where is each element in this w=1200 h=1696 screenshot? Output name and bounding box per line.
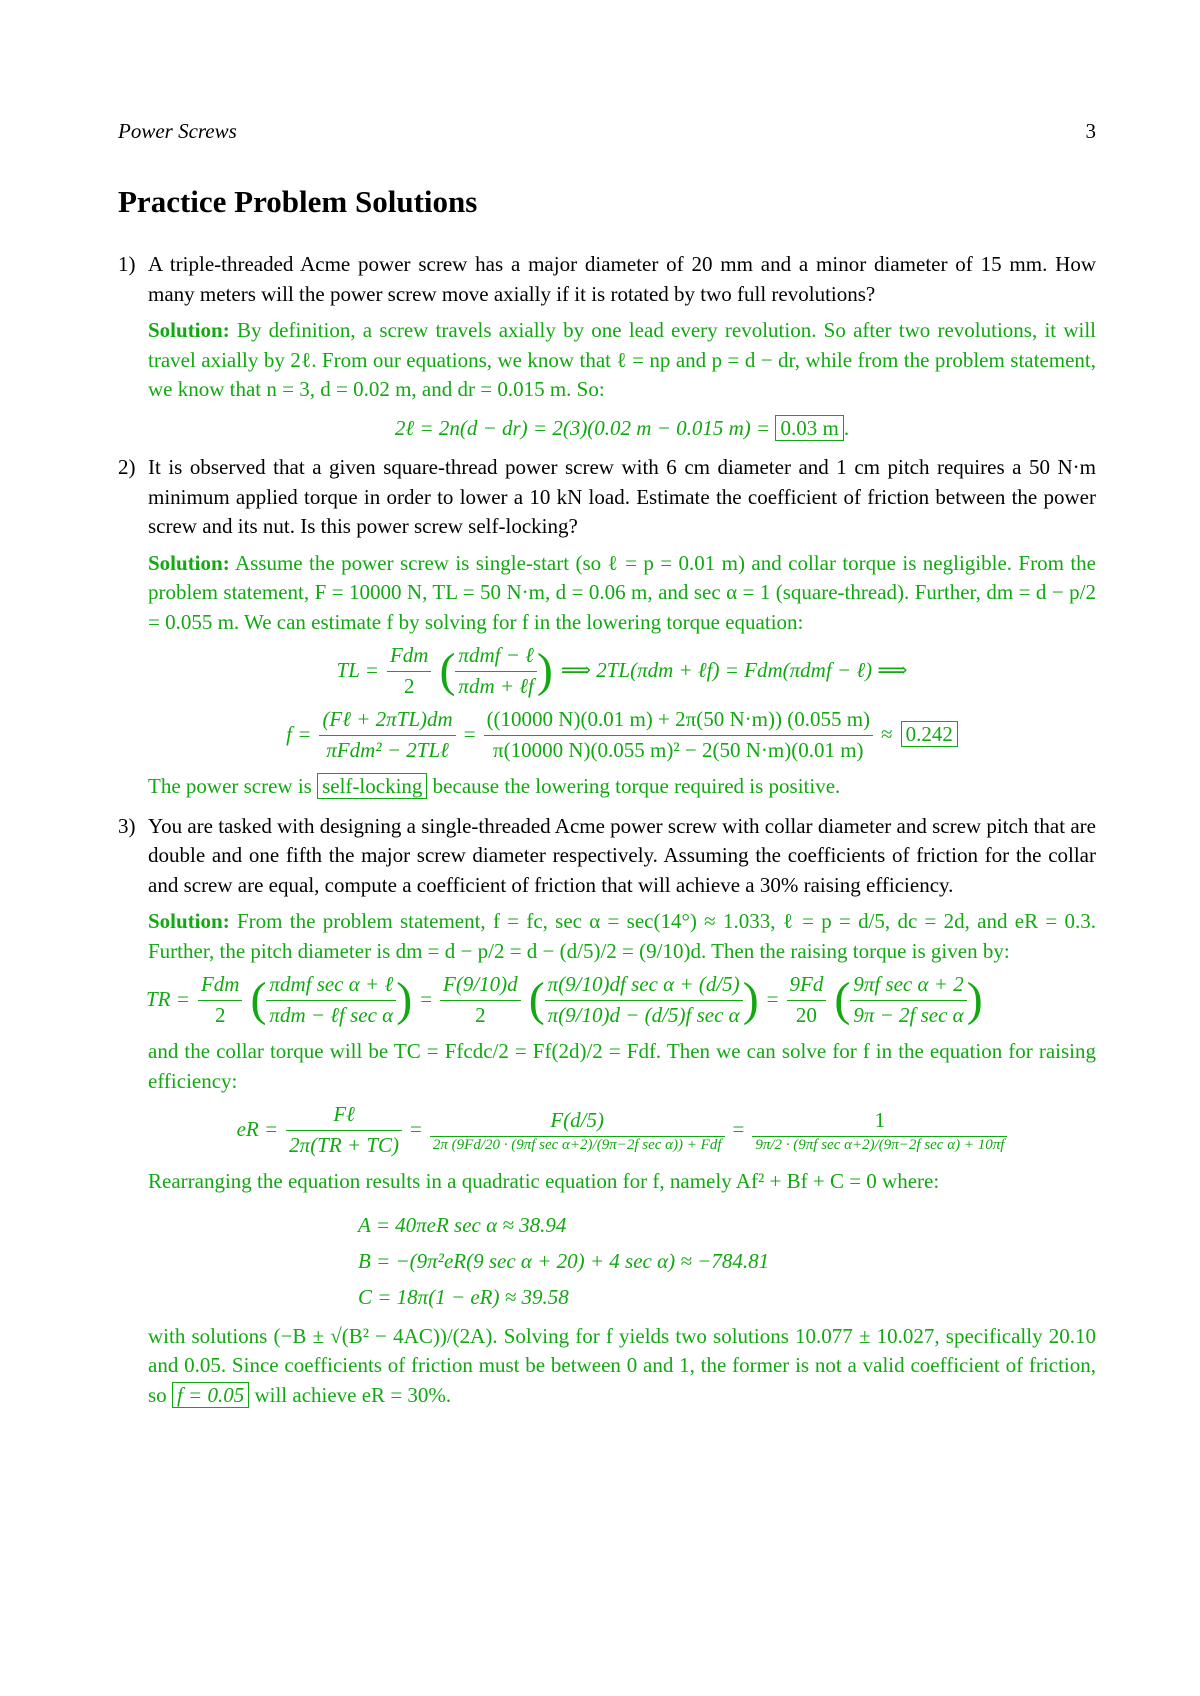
- numerator: Fdm: [198, 970, 243, 1001]
- problem-1: [118, 250, 1096, 443]
- page-number: 3: [1085, 119, 1096, 143]
- coefficient-a: A = 40πeR sec α ≈ 38.94: [358, 1212, 567, 1237]
- numerator: (Fℓ + 2πTL)dm: [319, 705, 455, 736]
- display-equation: 2ℓ = 2n(d − dr) = 2(3)(0.02 m − 0.015 m) = 0.03 m .: [394, 415, 850, 440]
- numerator: π(9/10)df sec α + (d/5): [545, 970, 743, 1001]
- section-title: Practice Problem Solutions: [118, 184, 478, 219]
- fraction: [387, 641, 432, 701]
- denominator: 2: [403, 673, 415, 698]
- numerator: πdmf sec α + ℓ: [266, 970, 396, 1001]
- denominator: π(9/10)d − (d/5)f sec α: [547, 1002, 740, 1027]
- final-text: will achieve eR = 30%.: [254, 1382, 452, 1407]
- collar-torque-text: and the collar torque will be TC = Ffcdc/2 = Ff(2d)/2 = Fdf. Then we can solve for f in the equation for raising efficiency:: [148, 1039, 1096, 1093]
- fraction: [266, 970, 396, 1030]
- answer-box: 0.03 m: [775, 415, 843, 441]
- fraction: [787, 970, 827, 1030]
- fraction: [440, 970, 521, 1030]
- denominator: 9π − 2f sec α: [853, 1002, 964, 1027]
- denominator: 9π/2 · (9πf sec α+2)/(9π−2f sec α) + 10πf: [755, 1136, 1005, 1153]
- fraction: [545, 970, 743, 1030]
- conclusion: [148, 772, 1096, 802]
- answer-box: self-locking: [317, 773, 427, 799]
- denominator: πdm + ℓf: [458, 673, 534, 698]
- answer-box: 0.242: [901, 721, 958, 747]
- final-answer-text: [148, 1322, 1096, 1411]
- denominator: 2: [214, 1002, 226, 1027]
- quadratic-text: Rearranging the equation results in a quadratic equation for f, namely Af² + Bf + C = 0 where:: [148, 1169, 940, 1193]
- solution-label: Solution:: [148, 318, 230, 342]
- problem-2: [118, 453, 1096, 802]
- coefficient-c: C = 18π(1 − eR) ≈ 39.58: [358, 1284, 569, 1309]
- lowering-torque-equation: TL = $\frac{\text{Fdm}}{2}$ ( $\frac{\text{πdmf − ℓ}}{\text{πdm + ℓf}}$ ) ⟹ 2TL(πdm + ℓf) = Fdm(πdmf − ℓ) ⟹: [333, 641, 912, 701]
- solution-text: By definition, a screw travels axially by one lead every revolution. So after two revolutions, it will travel axially by 2ℓ. From our equations, we know that ℓ = np and p = d − dr, while from the problem statement, we know that n = 3, d = 0.02 m, and dr = 0.015 m. So:: [148, 318, 1097, 401]
- problem-question: You are tasked with designing a single-threaded Acme power screw with collar diameter and screw pitch that are double and one fifth the major screw diameter respectively. Assuming the coefficients of friction for the collar and screw are equal, compute a coefficient of friction that will achieve a 30% raising efficiency.: [148, 813, 1096, 897]
- solution-label: Solution:: [148, 550, 230, 575]
- efficiency-equation: eR = $\frac{\text{Fℓ}}{2\pi(TR + TC)}$ = $\frac{F(d/5)}{\text{2π (9Fd/20 · (9πf sec α+2)/(9π−2f sec α)) + Fdf}}$ = $\frac{1}{\text{9π/2 · (9πf sec α+2)/(9π−2f sec α) + 10πf}}$: [233, 1100, 1012, 1160]
- solution-text: Assume the power screw is single-start (so ℓ = p = 0.01 m) and collar torque is negligible. From the problem statement, F = 10000 N, TL = 50 N·m, d = 0.06 m, and sec α = 1 (square-thread). Further, dm = d − p/2 = 0.055 m. We can estimate f by solving for f in the lowering torque equation:: [148, 550, 1096, 634]
- problem-list: [118, 250, 1096, 1420]
- problem-3: [118, 812, 1096, 1411]
- problem-number: 3): [118, 813, 136, 838]
- fraction: [850, 970, 966, 1030]
- fraction: [319, 705, 455, 765]
- eq-lhs: eR =: [236, 1117, 279, 1142]
- problem-solution: [148, 907, 1096, 966]
- denominator: 20: [795, 1002, 817, 1027]
- solution-text: From the problem statement, f = fc, sec α = sec(14°) ≈ 1.033, ℓ = p = d/5, dc = 2d, and eR = 0.3. Further, the pitch diameter is dm = d − p/2 = d − (d/5)/2 = (9/10)d. Then the raising torque is given by:: [148, 909, 1097, 963]
- final-text: with solutions (−B ± √(B² − 4AC))/(2A). Solving for f yields two solutions 10.077 ± 10.027, specifically 20.10 and 0.05. Since coefficients of friction must be between 0 and 1, the former is not a valid coefficient of friction, so: [148, 1323, 1096, 1407]
- numerator: 9πf sec α + 2: [850, 970, 966, 1001]
- problem-solution: [148, 549, 1096, 638]
- problem-question: A triple-threaded Acme power screw has a major diameter of 20 mm and a minor diameter of 15 mm. How many meters will the power screw move axially if it is rotated by two full revolutions?: [148, 252, 1096, 306]
- denominator: πFdm² − 2TLℓ: [326, 737, 449, 762]
- approx-sign: ≈: [881, 722, 893, 747]
- denominator: 2π (9Fd/20 · (9πf sec α+2)/(9π−2f sec α)) + Fdf: [432, 1136, 722, 1153]
- raising-torque-equation: TR = $\frac{\text{Fdm}}{2}$ ( $\frac{\text{πdmf sec α + ℓ}}{\text{πdm − ℓf sec α}}$ ) = $\frac{F(9/10)d}{2}$ ( $\frac{\text{π(9/10)df sec α + (d/5)}}{\text{π(9/10)d − (d/5)f sec α}}$ ) = $\frac{9Fd}{20}$ ( $\frac{\text{9πf sec α + 2}}{\text{9π − 2f sec α}}$ ): [142, 970, 987, 1030]
- denominator: 2: [475, 1002, 486, 1027]
- equation-text: 2ℓ = 2n(d − dr) = 2(3)(0.02 m − 0.015 m) =: [394, 415, 771, 440]
- denominator: πdm − ℓf sec α: [269, 1002, 394, 1027]
- running-title: Power Screws: [118, 119, 237, 143]
- eq-lhs: TL =: [336, 658, 379, 683]
- fraction: [455, 641, 536, 701]
- solution-label: Solution:: [148, 909, 230, 933]
- fraction: [198, 970, 243, 1030]
- fraction: [752, 1106, 1007, 1154]
- numerator: πdmf − ℓ: [455, 641, 536, 672]
- fraction: [286, 1100, 402, 1160]
- problem-question: It is observed that a given square-thread power screw with 6 cm diameter and 1 cm pitch requires a 50 N·m minimum applied torque in order to lower a 10 kN load. Estimate the coefficient of friction between the power screw and its nut. Is this power screw self-locking?: [148, 455, 1096, 538]
- numerator: Fℓ: [286, 1100, 402, 1131]
- problem-number: 1): [118, 252, 136, 276]
- denominator: 2π(TR + TC): [289, 1132, 400, 1157]
- numerator: 1: [752, 1106, 1007, 1137]
- coefficient-list: [358, 1207, 1096, 1315]
- coefficient-b: B = −(9π²eR(9 sec α + 20) + 4 sec α) ≈ −784.81: [358, 1248, 770, 1273]
- fraction: [430, 1106, 725, 1154]
- denominator: π(10000 N)(0.055 m)² − 2(50 N·m)(0.01 m): [493, 737, 864, 762]
- eq-lhs: f =: [286, 722, 312, 747]
- running-header: [118, 119, 1096, 149]
- answer-box: f = 0.05: [172, 1382, 249, 1408]
- fraction: [484, 705, 873, 765]
- numerator: F(d/5): [430, 1106, 725, 1137]
- numerator: 9Fd: [787, 970, 827, 1001]
- eq-lhs: TR =: [146, 987, 190, 1012]
- conclusion-text: because the lowering torque required is positive.: [432, 774, 841, 798]
- conclusion-text: The power screw is: [148, 774, 312, 798]
- problem-solution: [148, 316, 1096, 405]
- numerator: Fdm: [387, 641, 432, 672]
- friction-solution-equation: f = $\frac{\text{(Fℓ + 2πTL)dm}}{\text{πFdm² − 2TLℓ}}$ = $\frac{((10000 N)(0.01 m) + 2\pi(50 N\cdot m)) (0.055 m)}{\text{π(10000 N)(0.055 m)² − 2(50 N·m)(0.01 m)}}$ ≈ 0.242: [282, 705, 962, 765]
- page: [118, 0, 1096, 1696]
- problem-number: 2): [118, 455, 136, 479]
- numerator: ((10000 N)(0.01 m) + 2π(50 N·m)) (0.055 m): [484, 705, 873, 736]
- eq-rhs: ⟹ 2TL(πdm + ℓf) = Fdm(πdmf − ℓ) ⟹: [560, 658, 908, 683]
- numerator: F(9/10)d: [440, 970, 521, 1001]
